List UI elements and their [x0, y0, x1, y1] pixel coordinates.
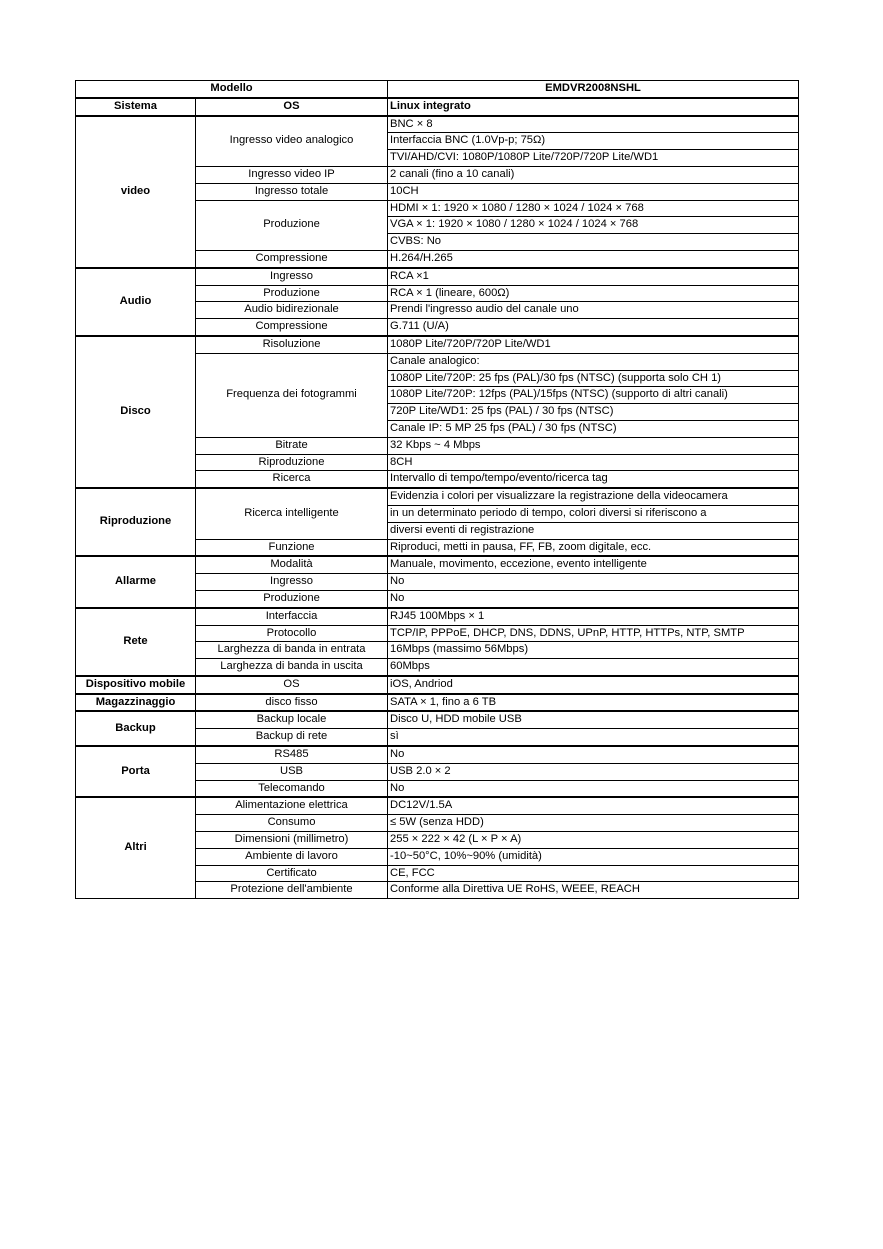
item-label-cell: Protezione dell'ambiente	[196, 882, 388, 899]
item-label-cell: Ingresso totale	[196, 183, 388, 200]
item-value-cell: 1080P Lite/720P: 12fps (PAL)/15fps (NTSC) (supporto di altri canali)	[388, 387, 799, 404]
item-value-cell: Canale IP: 5 MP 25 fps (PAL) / 30 fps (NTSC)	[388, 420, 799, 437]
spec-table-body	[76, 81, 799, 899]
item-value-cell: No	[388, 780, 799, 797]
item-label-cell: Ingresso video IP	[196, 166, 388, 183]
item-value-cell: Manuale, movimento, eccezione, evento intelligente	[388, 556, 799, 573]
item-label-cell: Consumo	[196, 815, 388, 832]
item-label-cell: Riproduzione	[196, 454, 388, 471]
item-value-cell: 8CH	[388, 454, 799, 471]
item-value-cell: 1080P Lite/720P/720P Lite/WD1	[388, 336, 799, 353]
item-value-cell: 1080P Lite/720P: 25 fps (PAL)/30 fps (NTSC) (supporta solo CH 1)	[388, 370, 799, 387]
item-value-cell: ≤ 5W (senza HDD)	[388, 815, 799, 832]
item-value-cell: No	[388, 746, 799, 763]
item-label-cell: Bitrate	[196, 437, 388, 454]
item-label-cell: Ingresso video analogico	[196, 116, 388, 167]
category-cell: Magazzinaggio	[76, 694, 196, 712]
category-cell: video	[76, 116, 196, 268]
item-value-cell: 10CH	[388, 183, 799, 200]
item-value-cell: Prendi l'ingresso audio del canale uno	[388, 302, 799, 319]
item-label-cell: RS485	[196, 746, 388, 763]
category-cell: Rete	[76, 608, 196, 676]
item-value-cell: CE, FCC	[388, 865, 799, 882]
item-value-cell: 720P Lite/WD1: 25 fps (PAL) / 30 fps (NTSC)	[388, 404, 799, 421]
item-value-cell: CVBS: No	[388, 234, 799, 251]
item-label-cell: Backup di rete	[196, 729, 388, 746]
category-cell: Backup	[76, 711, 196, 746]
spec-row	[76, 116, 799, 133]
spec-row	[76, 336, 799, 353]
header-row	[76, 81, 799, 98]
item-label-cell: Alimentazione elettrica	[196, 797, 388, 814]
spec-row	[76, 488, 799, 505]
item-label-cell: Funzione	[196, 539, 388, 556]
item-label-cell: Frequenza dei fotogrammi	[196, 353, 388, 437]
spec-row	[76, 711, 799, 728]
item-value-cell: sì	[388, 729, 799, 746]
item-value-cell: Interfaccia BNC (1.0Vp-p; 75Ω)	[388, 133, 799, 150]
item-value-cell: iOS, Andriod	[388, 676, 799, 694]
item-label-cell: Dimensioni (millimetro)	[196, 832, 388, 849]
item-value-cell: 255 × 222 × 42 (L × P × A)	[388, 832, 799, 849]
spec-row	[76, 676, 799, 694]
item-label-cell: Ricerca intelligente	[196, 488, 388, 539]
item-value-cell: BNC × 8	[388, 116, 799, 133]
model-label: Modello	[76, 81, 388, 98]
item-label-cell: Telecomando	[196, 780, 388, 797]
item-value-cell: Riproduci, metti in pausa, FF, FB, zoom digitale, ecc.	[388, 539, 799, 556]
item-label-cell: Protocollo	[196, 625, 388, 642]
item-label-cell: Audio bidirezionale	[196, 302, 388, 319]
item-label-cell: USB	[196, 763, 388, 780]
category-cell: Porta	[76, 746, 196, 797]
item-value-cell: Conforme alla Direttiva UE RoHS, WEEE, REACH	[388, 882, 799, 899]
item-label-cell: OS	[196, 98, 388, 116]
item-value-cell: No	[388, 590, 799, 607]
item-value-cell: Linux integrato	[388, 98, 799, 116]
item-label-cell: Ingresso	[196, 574, 388, 591]
item-value-cell: 16Mbps (massimo 56Mbps)	[388, 642, 799, 659]
item-value-cell: 32 Kbps ~ 4 Mbps	[388, 437, 799, 454]
item-value-cell: Canale analogico:	[388, 353, 799, 370]
item-value-cell: HDMI × 1: 1920 × 1080 / 1280 × 1024 / 1024 × 768	[388, 200, 799, 217]
category-cell: Allarme	[76, 556, 196, 607]
item-value-cell: RJ45 100Mbps × 1	[388, 608, 799, 625]
item-label-cell: Produzione	[196, 200, 388, 250]
spec-row	[76, 694, 799, 712]
item-label-cell: Produzione	[196, 285, 388, 302]
category-cell: Riproduzione	[76, 488, 196, 556]
item-value-cell: Disco U, HDD mobile USB	[388, 711, 799, 728]
item-value-cell: RCA ×1	[388, 268, 799, 285]
category-cell: Sistema	[76, 98, 196, 116]
item-value-cell: USB 2.0 × 2	[388, 763, 799, 780]
item-label-cell: OS	[196, 676, 388, 694]
item-label-cell: Larghezza di banda in entrata	[196, 642, 388, 659]
item-value-cell: TCP/IP, PPPoE, DHCP, DNS, DDNS, UPnP, HTTP, HTTPs, NTP, SMTP	[388, 625, 799, 642]
item-label-cell: Compressione	[196, 319, 388, 336]
item-value-cell: SATA × 1, fino a 6 TB	[388, 694, 799, 712]
item-value-cell: RCA × 1 (lineare, 600Ω)	[388, 285, 799, 302]
item-value-cell: H.264/H.265	[388, 250, 799, 267]
item-value-cell: TVI/AHD/CVI: 1080P/1080P Lite/720P/720P Lite/WD1	[388, 150, 799, 167]
spec-row	[76, 268, 799, 285]
item-value-cell: No	[388, 574, 799, 591]
item-value-cell: in un determinato periodo di tempo, colori diversi si riferiscono a	[388, 505, 799, 522]
spec-row	[76, 797, 799, 814]
model-value: EMDVR2008NSHL	[388, 81, 799, 98]
spec-row	[76, 556, 799, 573]
item-label-cell: Certificato	[196, 865, 388, 882]
item-label-cell: Risoluzione	[196, 336, 388, 353]
item-value-cell: Intervallo di tempo/tempo/evento/ricerca tag	[388, 471, 799, 488]
item-label-cell: Compressione	[196, 250, 388, 267]
item-value-cell: DC12V/1.5A	[388, 797, 799, 814]
category-cell: Dispositivo mobile	[76, 676, 196, 694]
item-label-cell: Produzione	[196, 590, 388, 607]
item-label-cell: Ricerca	[196, 471, 388, 488]
item-value-cell: 2 canali (fino a 10 canali)	[388, 166, 799, 183]
category-cell: Audio	[76, 268, 196, 336]
item-value-cell: VGA × 1: 1920 × 1080 / 1280 × 1024 / 1024 × 768	[388, 217, 799, 234]
item-label-cell: Interfaccia	[196, 608, 388, 625]
category-cell: Altri	[76, 797, 196, 898]
item-label-cell: Ambiente di lavoro	[196, 848, 388, 865]
spec-table	[75, 80, 799, 899]
spec-row	[76, 98, 799, 116]
item-label-cell: disco fisso	[196, 694, 388, 712]
item-label-cell: Larghezza di banda in uscita	[196, 659, 388, 676]
item-value-cell: 60Mbps	[388, 659, 799, 676]
category-cell: Disco	[76, 336, 196, 488]
item-value-cell: diversi eventi di registrazione	[388, 522, 799, 539]
item-value-cell: G.711 (U/A)	[388, 319, 799, 336]
spec-row	[76, 608, 799, 625]
item-label-cell: Ingresso	[196, 268, 388, 285]
spec-row	[76, 746, 799, 763]
item-label-cell: Modalità	[196, 556, 388, 573]
item-label-cell: Backup locale	[196, 711, 388, 728]
item-value-cell: Evidenzia i colori per visualizzare la registrazione della videocamera	[388, 488, 799, 505]
item-value-cell: -10~50°C, 10%~90% (umidità)	[388, 848, 799, 865]
